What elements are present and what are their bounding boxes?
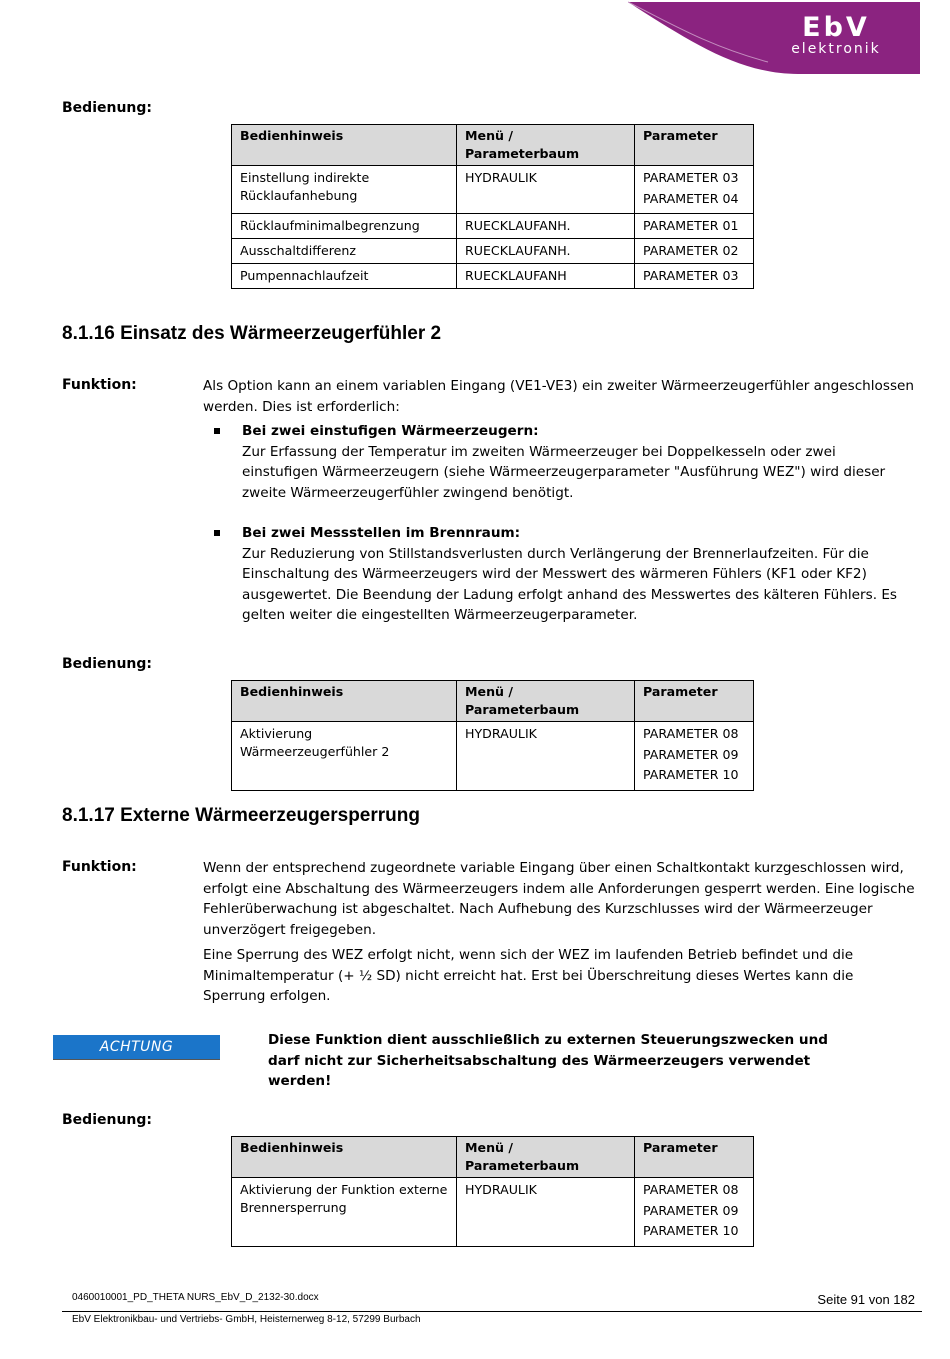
param-value: PARAMETER 10 (643, 1223, 739, 1238)
footer-company: EbV Elektronikbau- und Vertriebs- GmbH, Heisternerweg 8-12, 57299 Burbach (72, 1314, 421, 1325)
logo-sub-text: elektronik (791, 41, 881, 57)
table-cell-params (635, 166, 754, 214)
table-cell-hint: Aktivierung Wärmeerzeugerfühler 2 (232, 722, 457, 791)
footer-filename: 0460010001_PD_THETA NURS_EbV_D_2132-30.docx (72, 1292, 319, 1303)
table-row (232, 166, 754, 214)
operation-label-8116: Bedienung: (62, 656, 153, 672)
function-label-8117: Funktion: (62, 859, 137, 875)
operation-label-8117: Bedienung: (62, 1112, 153, 1128)
bullet-title: Bei zwei Messstellen im Brennraum: (242, 525, 521, 541)
table-row (232, 1178, 754, 1247)
logo-main-text: EbV (802, 12, 870, 43)
table-header-row (232, 681, 754, 722)
table-cell-menu: HYDRAULIK (457, 1178, 635, 1247)
parameter-table-top (231, 124, 754, 289)
list-item (203, 421, 915, 503)
table-cell-hint: Aktivierung der Funktion externe Brennersperrung (232, 1178, 457, 1247)
footer-page-number: Seite 91 von 182 (817, 1292, 915, 1307)
table-row (232, 264, 754, 289)
list-item (203, 523, 915, 626)
param-value: PARAMETER 08 (643, 726, 739, 741)
bullet-text: Zur Reduzierung von Stillstandsverlusten durch Verlängerung der Brennerlaufzeiten. Für die Einschaltung des Wärmeerzeugers wird der Messwert des wärmeren Fühlers (KF1 oder KF2) ausgewertet. Die Beendung der Ladung erfolgt anhand des Messwertes des kälteren Fühlers. Es gelten weiter die eingestellten Wärmeerzeugerparameter. (242, 545, 898, 623)
param-value: PARAMETER 09 (643, 746, 739, 762)
table-cell-menu: HYDRAULIK (457, 722, 635, 791)
bullet-square-icon (214, 428, 220, 434)
bullet-list (203, 421, 915, 626)
footer-divider (62, 1311, 922, 1312)
parameter-table-8116 (231, 680, 754, 791)
function-text-8117 (203, 858, 915, 1007)
param-value: PARAMETER 04 (643, 190, 739, 206)
table-cell-menu: HYDRAULIK (457, 166, 635, 214)
bullet-square-icon (214, 530, 220, 536)
table-row (232, 722, 754, 791)
table-cell-hint: Ausschaltdifferenz (232, 239, 457, 264)
param-value: PARAMETER 03 (643, 170, 739, 185)
param-value: PARAMETER 08 (643, 1182, 739, 1197)
table-cell-params (635, 722, 754, 791)
section-title-8116: 8.1.16 Einsatz des Wärmeerzeugerfühler 2 (62, 323, 442, 344)
header-logo (628, 0, 920, 74)
table-row (232, 239, 754, 264)
table-cell-menu: RUECKLAUFANH (457, 264, 635, 289)
table-cell-params: PARAMETER 01 (635, 214, 754, 239)
table-cell-params (635, 1178, 754, 1247)
operation-label-top: Bedienung: (62, 100, 153, 116)
bullet-title: Bei zwei einstufigen Wärmeerzeugern: (242, 423, 539, 439)
paragraph: Wenn der entsprechend zugeordnete variable Eingang über einen Schaltkontakt kurzgeschlossen wird, erfolgt eine Abschaltung des Wärmeerzeugers indem alle Anforderungen gesperrt werden. Eine logische Fehlerüberwachung ist abgeschaltet. Nach Aufhebung des Kurzschlusses wird der Wärmeerzeuger unverzögert freigegeben. (203, 860, 915, 938)
table-cell-params: PARAMETER 03 (635, 264, 754, 289)
table-header-cell: Menü / Parameterbaum (457, 1137, 635, 1178)
table-cell-hint: Rücklaufminimalbegrenzung (232, 214, 457, 239)
warning-badge: ACHTUNG (53, 1035, 220, 1060)
table-cell-menu: RUECKLAUFANH. (457, 214, 635, 239)
table-header-cell: Bedienhinweis (232, 1137, 457, 1178)
table-header-row (232, 125, 754, 166)
table-header-cell: Bedienhinweis (232, 681, 457, 722)
function-text-8116 (203, 376, 915, 626)
param-value: PARAMETER 10 (643, 767, 739, 782)
bullet-text: Zur Erfassung der Temperatur im zweiten Wärmeerzeuger bei Doppelkesseln oder zwei einstufigen Wärmeerzeugern (siehe Wärmeerzeugerparameter "Ausführung WEZ") wird dieser zweite Wärmeerzeugerfühler zwingend benötigt. (242, 443, 886, 501)
param-value: PARAMETER 09 (643, 1202, 739, 1218)
function-label-8116: Funktion: (62, 377, 137, 393)
table-header-cell: Menü / Parameterbaum (457, 125, 635, 166)
table-header-cell: Parameter (635, 1137, 754, 1178)
logo-text (761, 14, 911, 56)
table-header-cell: Parameter (635, 125, 754, 166)
table-header-cell: Menü / Parameterbaum (457, 681, 635, 722)
table-cell-hint: Einstellung indirekte Rücklaufanhebung (232, 166, 457, 214)
warning-text: Diese Funktion dient ausschließlich zu externen Steuerungszwecken und darf nicht zur Sicherheitsabschaltung des Wärmeerzeugers verwendet werden! (268, 1032, 828, 1089)
section-title-8117: 8.1.17 Externe Wärmeerzeugersperrung (62, 805, 420, 826)
paragraph: Eine Sperrung des WEZ erfolgt nicht, wenn sich der WEZ im laufenden Betrieb befindet und die Minimaltemperatur (+ ½ SD) nicht erreicht hat. Erst bei Überschreitung dieses Wertes kann die Sperrung erfolgen. (203, 947, 854, 1004)
table-cell-menu: RUECKLAUFANH. (457, 239, 635, 264)
table-row (232, 214, 754, 239)
parameter-table-8117 (231, 1136, 754, 1247)
table-header-row (232, 1137, 754, 1178)
table-cell-params: PARAMETER 02 (635, 239, 754, 264)
intro-paragraph: Als Option kann an einem variablen Eingang (VE1-VE3) ein zweiter Wärmeerzeugerfühler angeschlossen werden. Dies ist erforderlich: (203, 378, 915, 415)
table-cell-hint: Pumpennachlaufzeit (232, 264, 457, 289)
table-header-cell: Bedienhinweis (232, 125, 457, 166)
table-header-cell: Parameter (635, 681, 754, 722)
